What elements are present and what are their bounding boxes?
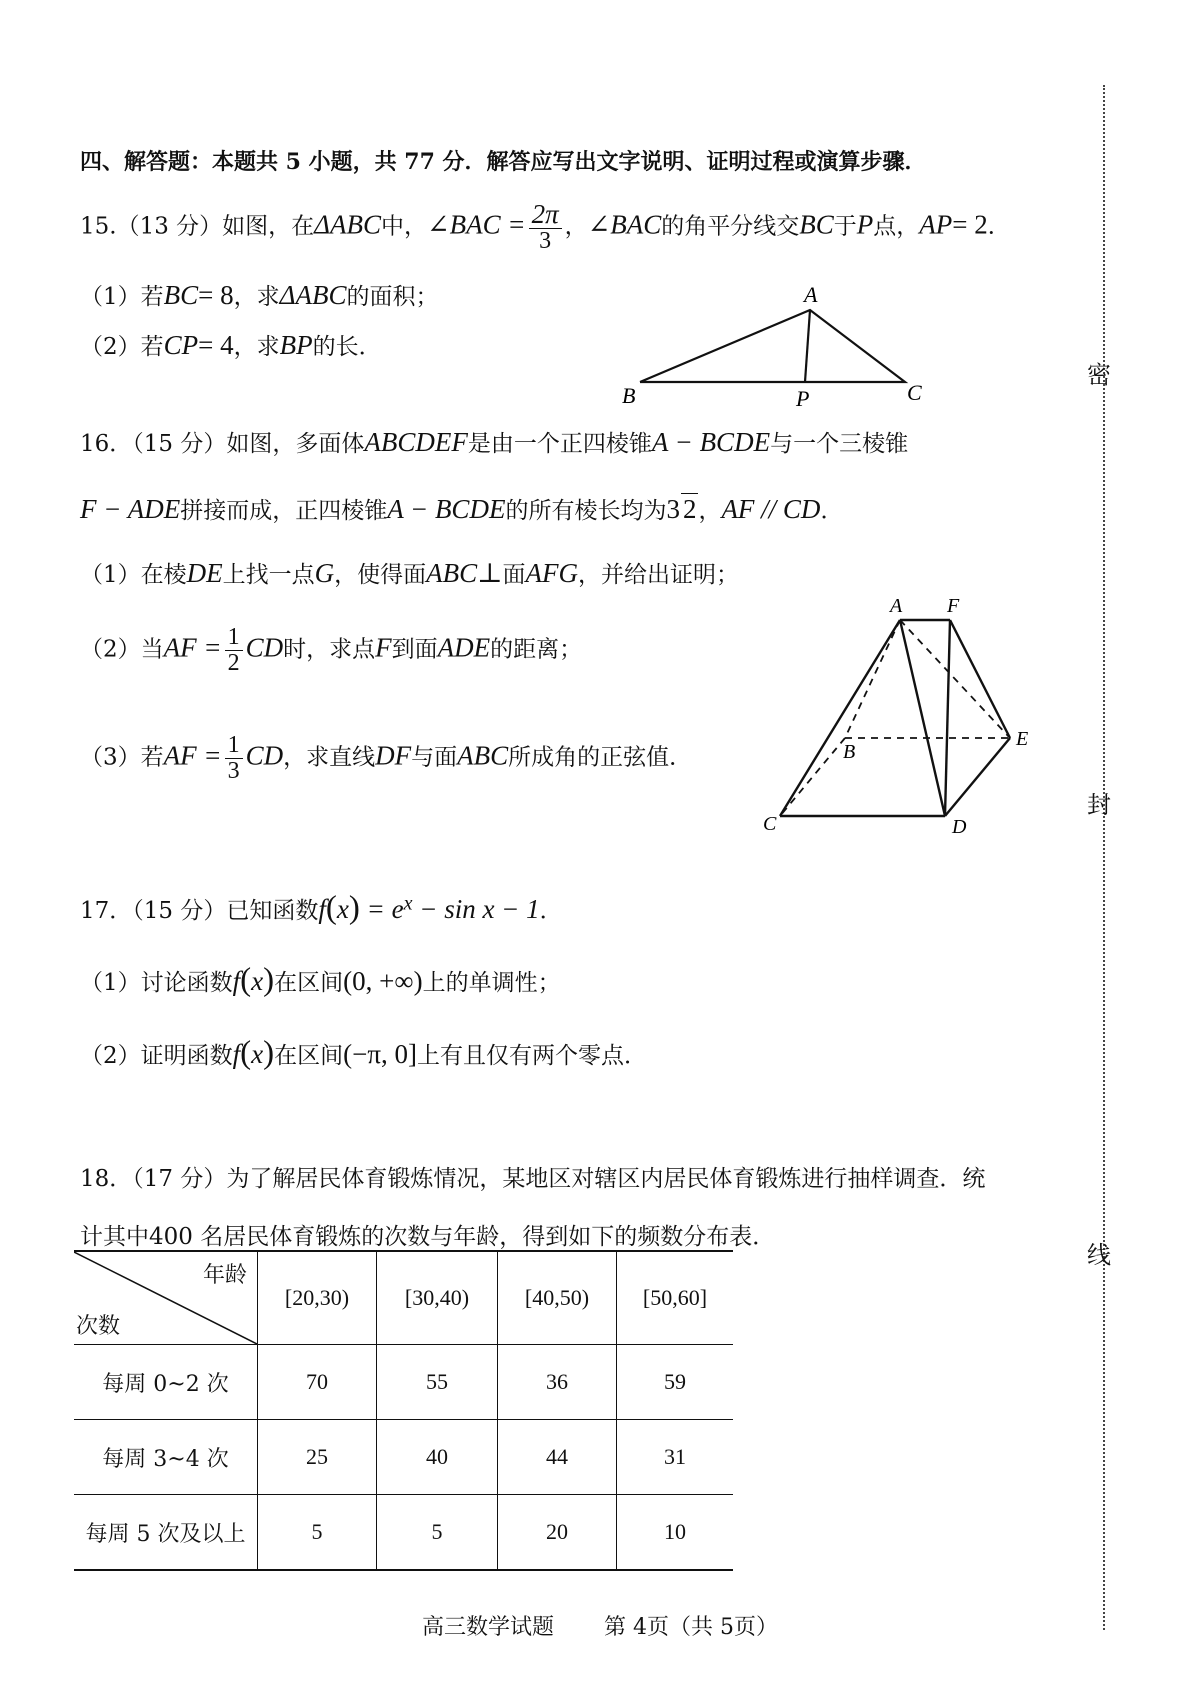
q17-rest: − sin x − 1 (412, 894, 540, 924)
q16-l2-comma: ， (698, 498, 722, 524)
label-D: D (952, 816, 967, 838)
table-cell: 44 (498, 1420, 617, 1495)
q16-p2-den: 2 (227, 650, 240, 677)
q15-text3: 于 (833, 213, 857, 240)
q15-end: ． (987, 213, 1011, 240)
q15-angle: ∠BAC = (427, 209, 526, 240)
q15-p1-text: ，求 (233, 284, 280, 310)
corner-count-label: 次数 (76, 1314, 121, 1339)
q17-p1-end: 上的单调性； (422, 970, 561, 996)
label-P: P (796, 386, 810, 410)
label-C: C (763, 813, 777, 835)
q16-p1-prefix: （1）在棱 (80, 562, 187, 588)
q16-p2-af: AF = (163, 632, 222, 663)
q15-p2-eq: = 4 (198, 330, 234, 360)
q15-comma: ， (564, 213, 588, 240)
q17-stem (80, 890, 563, 927)
q15-triangle: ΔABC (314, 209, 381, 240)
q16-sqrt (681, 493, 699, 525)
q16-l2-t2: 的所有棱长均为 (505, 498, 667, 524)
label-E: E (1016, 728, 1029, 750)
corner-age-label: 年龄 (202, 1263, 247, 1288)
table-cell: 5 (377, 1495, 498, 1571)
q16-p2-ade: ADE (437, 632, 491, 663)
q17-p1-interval: (0, +∞) (343, 966, 423, 996)
q15-p2-text: ，求 (233, 334, 280, 360)
q16-p3-abc: ABC (457, 740, 509, 771)
q16-p1-t2: ，使得面 (334, 562, 427, 588)
q17-rparen: ) (348, 890, 360, 926)
q16-p3-frac (225, 733, 243, 784)
table-row (74, 1345, 733, 1420)
margin-char-xian: 线 (1087, 1241, 1111, 1269)
q17-p2-rparen: ) (263, 1035, 275, 1071)
q16-poly: ABCDEF (364, 427, 468, 457)
q16-p1-g: G (314, 558, 335, 588)
q16-stem-line2 (80, 492, 843, 525)
q15-p1-tri: ΔABC (279, 280, 347, 310)
frequency-table (74, 1250, 733, 1571)
table-cell: 5 (258, 1495, 377, 1571)
q16-l2-pyr: A − BCDE (387, 494, 506, 524)
label-A: A (804, 282, 818, 307)
margin-char-mi: 密 (1087, 361, 1111, 389)
footer-page-number: 第 4页（共 5页） (604, 1615, 778, 1640)
q16-p2-t1: 时，求点 (283, 636, 376, 663)
margin-char-feng: 封 (1087, 791, 1111, 819)
col-header-1: [20,30) (258, 1251, 377, 1345)
edge-DE (945, 738, 1010, 816)
q16-tet: F − ADE (80, 494, 181, 524)
table-cell: 25 (258, 1420, 377, 1495)
q16-p3-df: DF (375, 740, 412, 771)
table-cell: 10 (617, 1495, 734, 1571)
q16-l2-t1: 拼接而成，正四棱锥 (180, 498, 388, 524)
label-A: A (890, 595, 903, 617)
q17-p2-interval: (−π, 0] (343, 1039, 417, 1069)
q16-p3-prefix: （3）若 (80, 744, 164, 771)
q16-p2-end: 的距离； (490, 636, 583, 663)
q16-radicand: 2 (682, 494, 697, 524)
q16-p1-afg: AFG (525, 558, 579, 588)
edge-AD (900, 620, 945, 816)
q15-fraction (529, 200, 562, 255)
q16-p1-end: ，并给出证明； (578, 562, 740, 588)
edge-AC (780, 620, 900, 816)
q16-pyr: A − BCDE (651, 427, 771, 457)
q16-part3 (80, 733, 692, 784)
q16-p1-t1: 上找一点 (222, 562, 315, 588)
table-row (74, 1420, 733, 1495)
q15-bc: BC (799, 209, 834, 240)
label-F: F (947, 595, 960, 617)
q15-in: 中， (381, 213, 427, 240)
q16-p2-t2: 到面 (391, 636, 438, 663)
q15-frac-den: 3 (539, 228, 552, 255)
label-B: B (843, 741, 856, 763)
col-header-3: [40,50) (498, 1251, 617, 1345)
q15-p2-end: 的长． (312, 334, 382, 360)
q16-parallel: AF // CD (721, 494, 821, 524)
q16-p3-t1: ，求直线 (283, 744, 376, 771)
edge-AB (845, 620, 900, 738)
table-cell: 36 (498, 1345, 617, 1420)
bisector-ap (805, 310, 810, 382)
q16-p2-prefix: （2）当 (80, 636, 164, 663)
q16-p3-t2: 与面 (411, 744, 458, 771)
q17-lparen: ( (325, 890, 337, 926)
triangle-outline (640, 310, 905, 382)
q15-part1 (80, 278, 438, 311)
edge-AE (900, 620, 1010, 738)
section-heading: 四、解答题：本题共 5 小题，共 77 分．解答应写出文字说明、证明过程或演算步骤． (80, 149, 927, 175)
q15-p1-end: 的面积； (346, 284, 439, 310)
q17-p1-t1: 在区间 (274, 970, 344, 996)
q15-stem (80, 200, 1011, 255)
q16-p1-perp: ⊥ (477, 558, 503, 588)
q15-p2-prefix: （2）若 (80, 334, 164, 360)
table-cell: 40 (377, 1420, 498, 1495)
q17-part1 (80, 962, 561, 999)
q16-polyhedron-figure (745, 590, 1045, 840)
q17-f: f (318, 894, 326, 924)
table-cell: 20 (498, 1495, 617, 1571)
label-C: C (907, 380, 922, 405)
q16-p3-cd: CD (245, 740, 284, 771)
q17-p2-end: 上有且仅有两个零点． (416, 1043, 647, 1069)
q18-stem-line1: 18．（17 分）为了解居民体育锻炼情况，某地区对辖区内居民体育锻炼进行抽样调查．统 (80, 1166, 986, 1192)
q17-p1-x: x (251, 966, 264, 996)
q16-p3-af: AF = (163, 740, 222, 771)
q15-p2-bp: BP (279, 330, 313, 360)
row-label: 每周 3~4 次 (74, 1420, 258, 1495)
q15-triangle-figure (600, 270, 940, 410)
q16-p1-abc: ABC (426, 558, 478, 588)
table-row (74, 1495, 733, 1571)
q15-p1-eq: = 8 (198, 280, 234, 310)
q15-eq: = 2 (952, 209, 988, 240)
q15-part2 (80, 328, 382, 361)
q16-p2-cd: CD (245, 632, 284, 663)
q15-prefix: 15.（13 分）如图，在 (80, 213, 315, 240)
q16-p2-frac (225, 625, 243, 676)
col-header-4: [50,60] (617, 1251, 734, 1345)
q16-p2-f: F (375, 632, 392, 663)
table-cell: 59 (617, 1345, 734, 1420)
table-cell: 70 (258, 1345, 377, 1420)
q16-l2-end: ． (820, 498, 844, 524)
q15-p1-bc: BC (163, 280, 199, 310)
label-B: B (622, 383, 636, 408)
q17-p1-prefix: （1）讨论函数 (80, 970, 233, 996)
q15-frac-num: 2π (529, 200, 562, 229)
col-header-2: [30,40) (377, 1251, 498, 1345)
q17-p1-f: f (232, 966, 241, 996)
footer-subject: 高三数学试题 (422, 1615, 555, 1640)
q17-exponent: x (403, 892, 413, 915)
q17-part2 (80, 1035, 647, 1072)
q18-stem-line2: 计其中400 名居民体育锻炼的次数与年龄，得到如下的频数分布表． (80, 1224, 776, 1250)
q17-p1-rparen: ) (263, 962, 275, 998)
edge-BC (780, 738, 845, 816)
q16-t1: 是由一个正四棱锥 (467, 431, 652, 457)
q15-ap: AP (919, 209, 953, 240)
q15-text2: 的角平分线交 (661, 213, 800, 240)
q15-p1-prefix: （1）若 (80, 284, 164, 310)
q17-prefix: 17．（15 分）已知函数 (80, 898, 319, 924)
q17-x: x (336, 894, 349, 924)
q17-p1-lparen: ( (240, 962, 252, 998)
q16-stem-line1 (80, 425, 908, 458)
q15-p: P (856, 209, 874, 240)
q16-t2: 与一个三棱锥 (770, 431, 909, 457)
q17-p2-t1: 在区间 (274, 1043, 344, 1069)
q16-p1-t3: 面 (502, 562, 526, 588)
row-label: 每周 5 次及以上 (74, 1495, 258, 1571)
q16-p3-den: 3 (227, 758, 240, 785)
table-cell: 55 (377, 1345, 498, 1420)
table-header-row (74, 1251, 733, 1345)
edge-FD (945, 620, 950, 816)
binding-dotted-line (1103, 85, 1105, 1630)
q16-coef: 3 (666, 494, 680, 524)
q16-prefix: 16．（15 分）如图，多面体 (80, 431, 365, 457)
page-footer (0, 1610, 1200, 1641)
q16-p2-num: 1 (225, 625, 243, 651)
q15-p2-cp: CP (163, 330, 199, 360)
q17-p2-f: f (232, 1039, 241, 1069)
q17-end: ． (539, 898, 563, 924)
q16-p3-num: 1 (225, 733, 243, 759)
row-label: 每周 0~2 次 (74, 1345, 258, 1420)
q15-text4: 点， (873, 213, 920, 240)
q16-part2 (80, 625, 582, 676)
q17-p2-lparen: ( (240, 1035, 252, 1071)
table-corner-cell (74, 1251, 258, 1345)
q16-part1 (80, 556, 739, 589)
q15-angle2: ∠BAC (587, 209, 662, 240)
q16-p1-de: DE (186, 558, 223, 588)
q17-p2-x: x (251, 1039, 264, 1069)
q17-eq: = e (359, 894, 404, 924)
edge-FE (950, 620, 1010, 738)
table-cell: 31 (617, 1420, 734, 1495)
q16-p3-end: 所成角的正弦值． (508, 744, 693, 771)
q17-p2-prefix: （2）证明函数 (80, 1043, 233, 1069)
